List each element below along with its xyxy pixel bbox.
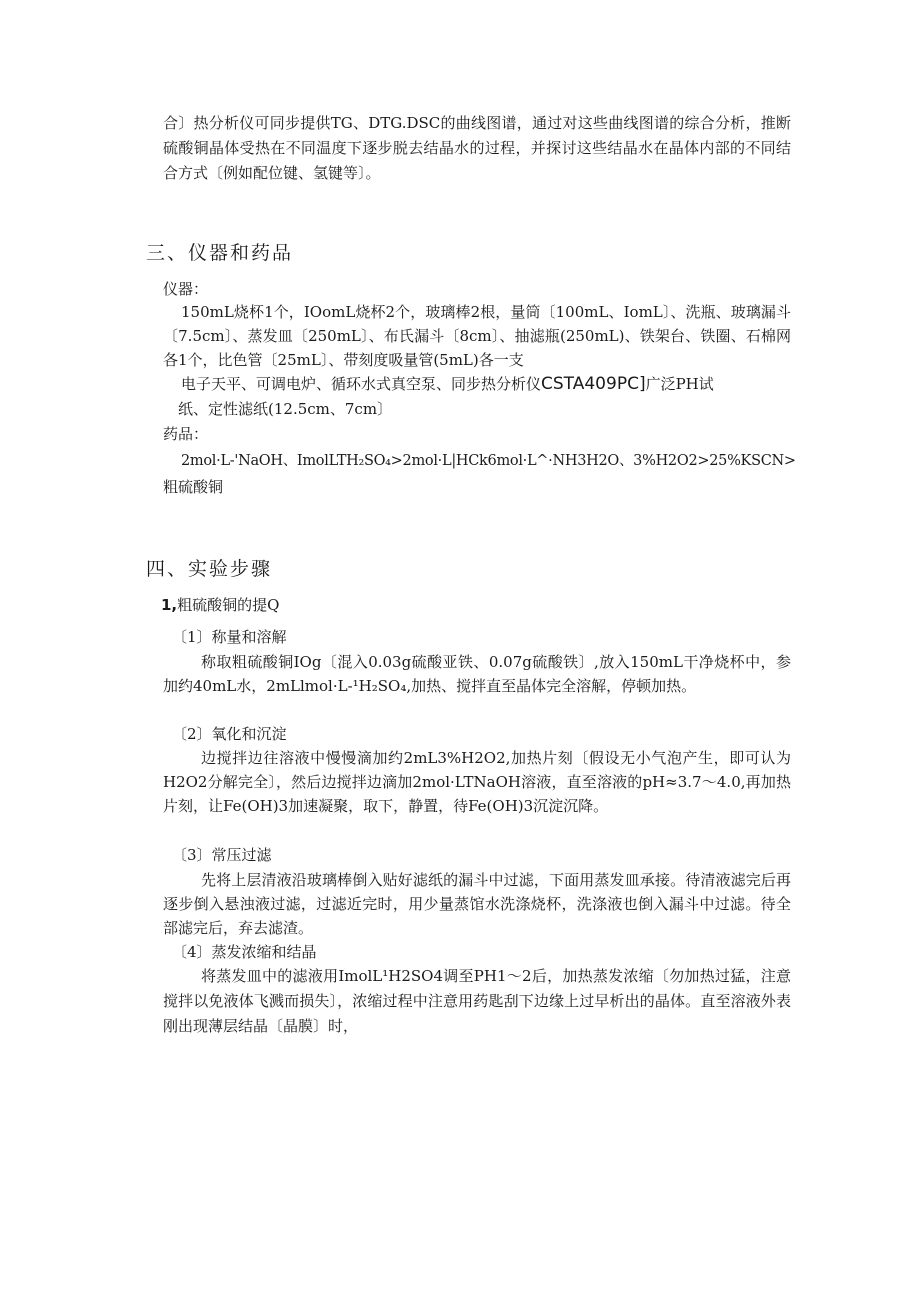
sub4-paragraph: 将蒸发皿中的滤液用ImolL¹H2SO4调至PH1～2后，加热蒸发浓缩〔勿加热过猛，注意搅拌以免液体飞溅而损失〕，浓缩过程中注意用药匙刮下边缘上过早析出的晶体。直至溶液外表刚出现薄层结晶〔晶膜〕时，	[163, 967, 791, 1035]
chemicals-text: 2mol·L-'NaOH、ImolLTH₂SO₄>2mol·L|HCk6mol·L^·NH3H2O、3%H2O2>25%KSCN>	[181, 453, 796, 469]
sub4-heading: 〔4〕蒸发浓缩和结晶	[172, 943, 317, 961]
section4-heading: 四、实验步骤	[146, 558, 273, 580]
step1-number: 1,	[161, 596, 178, 614]
instruments-text-2c: 广泛PH试	[645, 375, 714, 393]
sub3-heading: 〔3〕常压过滤	[172, 846, 272, 864]
instruments-label: 仪器：	[163, 280, 209, 298]
instruments-text-2	[181, 373, 714, 395]
sub2-paragraph: 边搅拌边往溶液中慢慢滴加约2mL3%H2O2,加热片刻〔假设无小气泡产生，即可认为H2O2分解完全〕，然后边搅拌边滴加2mol·LTNaOH溶液，直至溶液的pH≈3.7～4.0,再加热片刻，让Fe(OH)3加速凝聚，取下，静置，待Fe(OH)3沉淀沉降。	[163, 749, 791, 815]
sub3-paragraph: 先将上层清液沿玻璃棒倒入贴好滤纸的漏斗中过滤，下面用蒸发皿承接。待清液滤完后再逐步倒入悬浊液过滤，过滤近完时，用少量蒸馆水洗涤烧杯，洗涤液也倒入漏斗中过滤。待全部滤完后，弃去滤渣。	[163, 871, 791, 937]
sub2-heading: 〔2〕氧化和沉淀	[172, 725, 287, 743]
step1-title: 粗硫酸铜的提Q	[177, 596, 280, 614]
step1-heading	[161, 594, 279, 616]
instruments-model: CSTA409PC]	[541, 374, 646, 394]
sub1-paragraph: 称取粗硫酸铜IOg〔混入0.03g硫酸亚铁、0.07g硫酸铁〕,放入150mL干净烧杯中，参加约40mL水，2mLlmol·L-¹H₂SO₄,加热、搅拌直至晶体完全溶解，停顿加热。	[163, 653, 791, 695]
section3-heading: 三、仪器和药品	[146, 242, 294, 264]
intro-paragraph: 合〕热分析仪可同步提供TG、DTG.DSC的曲线图谱，通过对这些曲线图谱的综合分析，推断硫酸铜晶体受热在不同温度下逐步脱去结晶水的过程，并探讨这些结晶水在晶体内部的不同结合方式〔例如配位键、氢键等〕。	[163, 114, 791, 182]
instruments-text: 150mL烧杯1个，IOomL烧杯2个，玻璃棒2根，量筒〔100mL、IomL〕、洗瓶、玻璃漏斗〔7.5cm〕、蒸发皿〔250mL〕、布氏漏斗〔8cm〕、抽滤瓶(250mL)、铁架台、铁圈、石棉网各1个，比色管〔25mL〕、带刻度吸量管(5mL)各一支	[163, 303, 791, 369]
sub1-heading: 〔1〕称量和溶解	[172, 628, 287, 646]
chemicals-text-2: 粗硫酸铜	[163, 478, 224, 496]
instruments-text-3: 纸、定性滤纸(12.5cm、7cm〕	[178, 400, 393, 418]
instruments-text-2a: 电子天平、可调电炉、循环水式真空泵、同步热分析仪	[181, 375, 542, 393]
chemicals-label: 药品：	[163, 425, 209, 443]
